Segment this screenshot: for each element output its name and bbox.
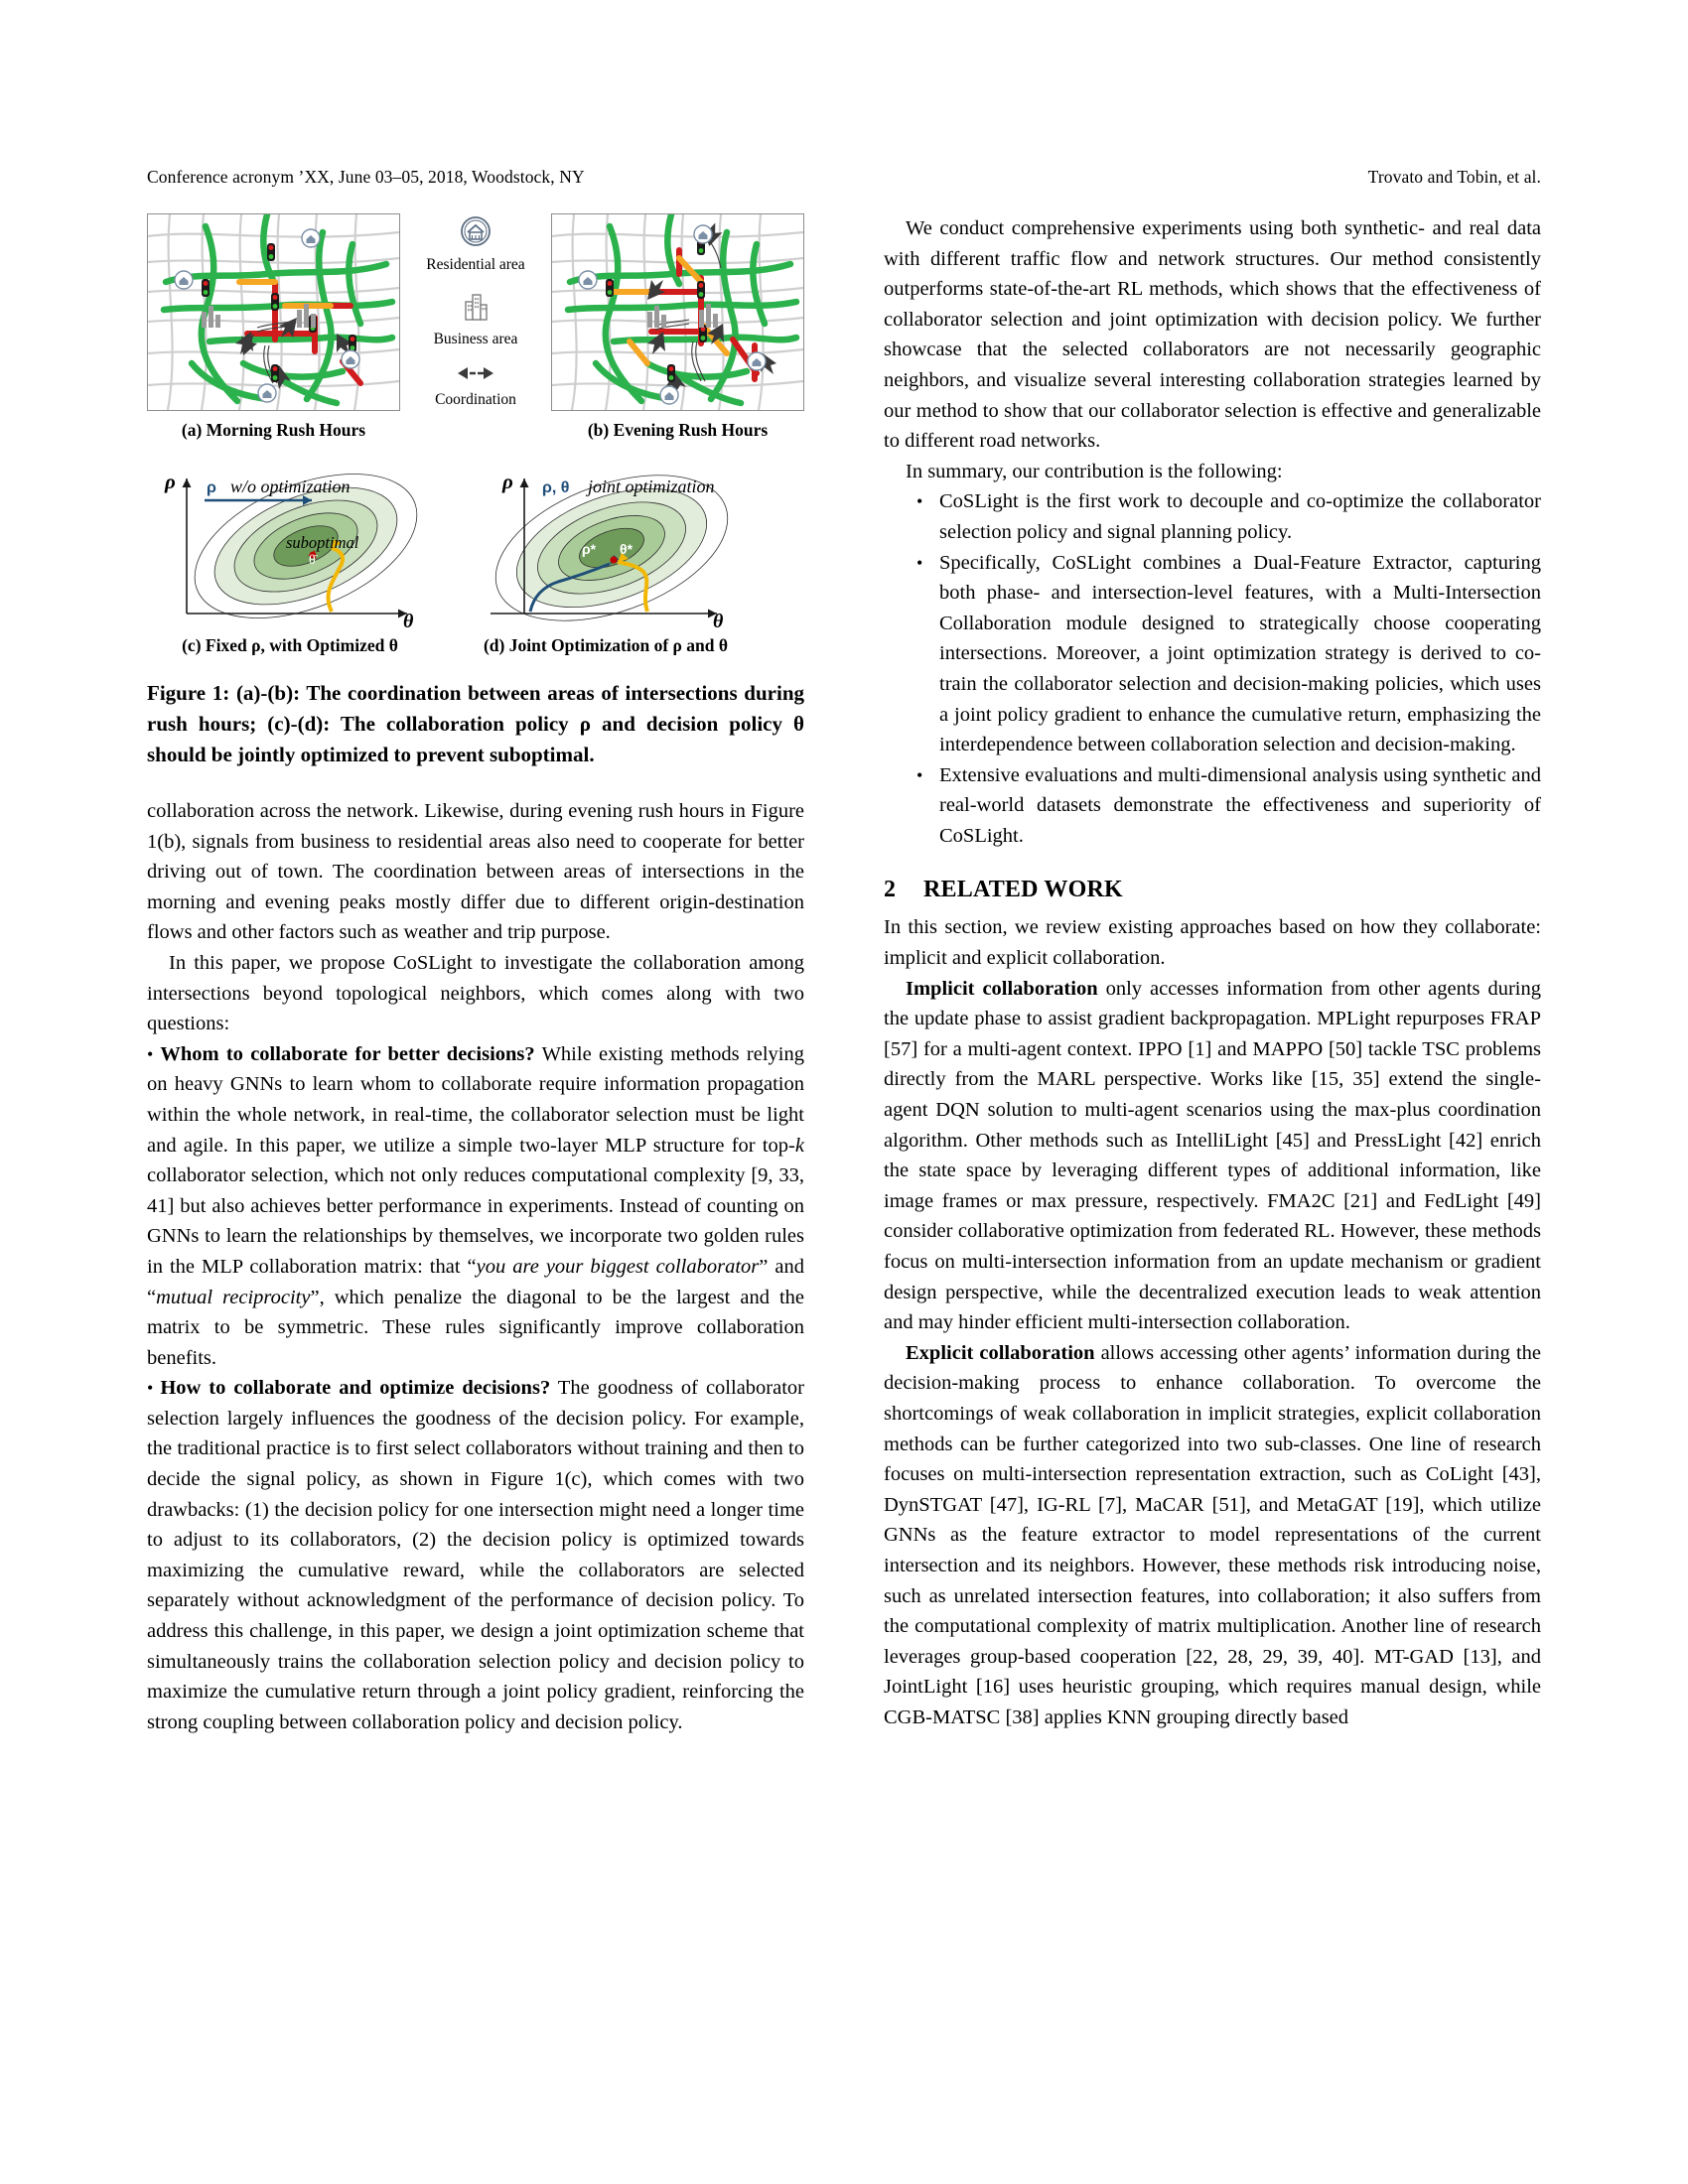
figure-1-subcaption-c: (c) Fixed ρ, with Optimized θ: [182, 635, 398, 655]
plot-c-arrow-text: w/o optimization: [230, 477, 351, 496]
implicit-collaboration-paragraph: [884, 974, 1541, 1338]
business-area-label: Business area: [433, 330, 518, 347]
question-1-tail: ”, which penalize the diagonal to be the largest and the matrix to be symmetric. These rules significantly improve collaboration benefits.: [147, 1286, 804, 1369]
contribution-item-1: • CoSLight is the first work to decouple and co-optimize the collaborator selection policy and signal planning policy.: [939, 486, 1541, 547]
left-column-text: [147, 796, 804, 1737]
figure-1-subcaption-a: (a) Morning Rush Hours: [181, 420, 366, 440]
question-1-mid: ” and “: [147, 1255, 804, 1308]
explicit-collaboration-body: allows accessing other agents’ information during the decision-making process to enhance collaboration. To overcome the shortcomings of weak collaboration in implicit strategies, explicit collaboration methods can be further categorized into two sub-classes. One line of research focuses on multi-intersection representation extraction, such as CoLight [43], DynSTGAT [47], IG-RL [7], MaCAR [51], and MetaGAT [19], which utilize GNNs as the feature extractor to model representations of the current intersection and its neighbors. However, these methods risk introducing noise, such as unrelated intersection features, into collaboration; it also suffers from the computational complexity of matrix multiplication. Another line of research leverages group-based cooperation [22, 28, 29, 39, 40]. MT-GAD [13], and JointLight [16] uses heuristic grouping, which requires manual design, while CGB-MATSC [38] applies KNN grouping directly based: [884, 1341, 1542, 1728]
figure-1-legend: [418, 213, 533, 409]
figure-1-panel-d: [463, 455, 749, 656]
section-2-intro-paragraph: In this section, we review existing approaches based on how they collaborate: implicit and explicit collaboration.: [884, 916, 1541, 970]
figure-1-panel-c: [147, 455, 433, 656]
coordination-arrows-icon: [444, 363, 507, 388]
plot-d-theta-star-label: θ*: [620, 541, 633, 557]
left-paragraph-1: collaboration across the network. Likewise, during evening rush hours in Figure 1(b), signals from business to residential areas also need to cooperate for better driving out of town. The coordination between areas of intersections in the morning and evening peaks mostly differ due to different origin-destination flows and other factors such as weather and trip purpose.: [147, 800, 804, 944]
question-1-body-part1: While existing methods relying on heavy GNNs to learn whom to collaborate require information propagation within the whole network, in real-time, the collaborator selection must be light and agile. In this paper, we utilize a simple two-layer MLP structure for top-: [147, 1042, 805, 1157]
question-1-topk-symbol: k: [794, 1134, 804, 1157]
question-2-body: The goodness of collaborator selection largely influences the goodness of the decision policy. For example, the traditional practice is to first select collaborators without training and then to decide the signal policy, as shown in Figure 1(c), which comes with two drawbacks: (1) the decision policy for one intersection might need a longer time to adjust to its collaborators, (2) the decision policy is optimized towards maximizing the cumulative reward, while the collaborators are selected separately without acknowledgment of the performance of decision policy. To address this challenge, in this paper, we design a joint optimization scheme that simultaneously trains the collaboration selection policy and decision policy to maximize the cumulative return through a joint policy gradient, reinforcing the strong coupling between collaboration policy and decision policy.: [147, 1377, 804, 1733]
joint-optimization-contour-svg: [463, 455, 749, 631]
optimum-star-marker: [610, 556, 617, 563]
plot-c-arrow-symbol: ρ: [207, 479, 216, 496]
question-2-paragraph: [147, 1373, 804, 1737]
contribution-item-3: • Extensive evaluations and multi-dimensional analysis using synthetic and real-world datasets demonstrate the effectiveness and superiority of CoSLight.: [939, 760, 1541, 852]
figure-1-maps-row: [147, 213, 804, 441]
running-head-left: Conference acronym ’XX, June 03–05, 2018, Woodstock, NY: [147, 167, 585, 187]
right-paragraph-2: In summary, our contribution is the following:: [906, 460, 1283, 482]
figure-1-panel-a: [147, 213, 400, 441]
figure-1-subcaption-d: (d) Joint Optimization of ρ and θ: [483, 635, 729, 655]
question-2-heading: How to collaborate and optimize decisions?: [160, 1377, 551, 1400]
evening-rush-map-svg: [552, 214, 803, 410]
contribution-list: [884, 486, 1541, 851]
question-1-bullet: [147, 1043, 160, 1065]
left-paragraph-2: In this paper, we propose CoSLight to investigate the collaboration among intersections beyond topological neighbors, which comes along with two questions:: [147, 951, 804, 1035]
golden-rule-2: mutual reciprocity: [156, 1286, 311, 1308]
plot-d-arrow-symbol: ρ, θ: [542, 479, 570, 496]
plot-d-x-axis-label: θ: [713, 611, 724, 631]
left-column: [147, 213, 804, 1737]
figure-1-caption: Figure 1: (a)-(b): The coordination between areas of intersections during rush hours; (c)-(d): The collaboration policy ρ and decision policy θ should be jointly optimized to prevent suboptimal.: [147, 681, 804, 766]
plot-d-y-axis-label: ρ: [502, 470, 513, 493]
explicit-collaboration-heading: Explicit collaboration: [906, 1341, 1095, 1364]
plot-c-suboptimal-label: suboptimal: [286, 533, 359, 552]
residential-area-label: Residential area: [426, 255, 525, 273]
question-2-bullet: [147, 1377, 160, 1399]
golden-rule-1: you are your biggest collaborator: [476, 1255, 760, 1278]
joint-optimization-contour-plot: [463, 455, 749, 631]
coordination-label: Coordination: [435, 390, 516, 408]
figure-1: [147, 213, 804, 770]
implicit-collaboration-body: only accesses information from other agents during the update phase to assist gradient backpropagation. MPLight repurposes FRAP [57] for a multi-agent context. IPPO [1] and MAPPO [50] tackle TSC problems directly from the MARL perspective. Works like [15, 35] extend the single-agent DQN solution to multi-agent scenarios using the max-plus coordination algorithm. Other methods such as IntelliLight [45] and PressLight [42] enrich the state space by leveraging different types of additional information, like image frames or max pressure, respectively. FMA2C [21] and FedLight [49] consider collaborative optimization from federated RL. However, these methods focus on multi-intersection information from an update mechanism or gradient design perspective, while the decentralized execution leads to weak attention and may hinder efficient multi-intersection collaboration.: [884, 977, 1541, 1334]
fixed-rho-contour-svg: [147, 455, 433, 631]
fixed-rho-contour-plot: [147, 455, 433, 631]
plot-d-rho-star-label: ρ*: [582, 541, 597, 557]
section-2-title: RELATED WORK: [923, 877, 1123, 903]
plot-c-x-axis-label: θ: [403, 611, 414, 631]
section-2-heading: [884, 877, 1541, 903]
implicit-collaboration-heading: Implicit collaboration: [906, 977, 1098, 1000]
right-paragraph-1: We conduct comprehensive experiments using both synthetic- and real data with different traffic flow and network structures. Our method consistently outperforms state-of-the-art RL methods, which shows that the effectiveness of collaborator selection and joint optimization with decision policy. We further showcase that the selected collaborators are not necessarily geographic neighbors, and visualize several interesting collaboration strategies learned by our method to show that our collaborator selection is effective and generalizable to different road networks.: [884, 217, 1541, 453]
figure-1-plots-row: [147, 455, 804, 656]
plot-c-y-axis-label: ρ: [165, 470, 176, 493]
figure-1-subcaption-b: (b) Evening Rush Hours: [587, 420, 769, 440]
figure-1-panel-b: [551, 213, 804, 441]
evening-rush-map: [551, 213, 804, 411]
plot-c-theta-bar-label: θ̄: [309, 553, 316, 568]
running-head: [147, 167, 1541, 188]
running-head-right: Trovato and Tobin, et al.: [1367, 167, 1541, 187]
business-area-icon: [459, 289, 492, 328]
residential-area-icon: [459, 214, 492, 253]
morning-rush-map: [147, 213, 400, 411]
right-column: [884, 213, 1541, 1733]
section-2-number: 2: [884, 877, 897, 903]
question-1-paragraph: [147, 1039, 804, 1374]
question-1-body-part2: collaborator selection, which not only reduces computational complexity [9, 33, 41] but also achieves better performance in experiments. Instead of counting on GNNs to learn the relationships by themselves, we incorporate two golden rules in the MLP collaboration matrix: that “: [147, 1164, 804, 1278]
plot-d-arrow-text: joint optimization: [588, 477, 715, 496]
question-1-heading: Whom to collaborate for better decisions?: [160, 1042, 535, 1065]
explicit-collaboration-paragraph: [884, 1338, 1541, 1733]
contribution-item-2: • Specifically, CoSLight combines a Dual-Feature Extractor, capturing both phase- and intersection-level features, with a Multi-Intersection Collaboration module designed to strategically choose cooperating intersections. Moreover, a joint optimization strategy is derived to co-train the collaborator selection and decision-making policies, which uses a joint policy gradient to enhance the cumulative return, emphasizing the interdependence between collaboration selection and decision-making.: [939, 548, 1541, 760]
morning-rush-map-svg: [148, 214, 399, 410]
